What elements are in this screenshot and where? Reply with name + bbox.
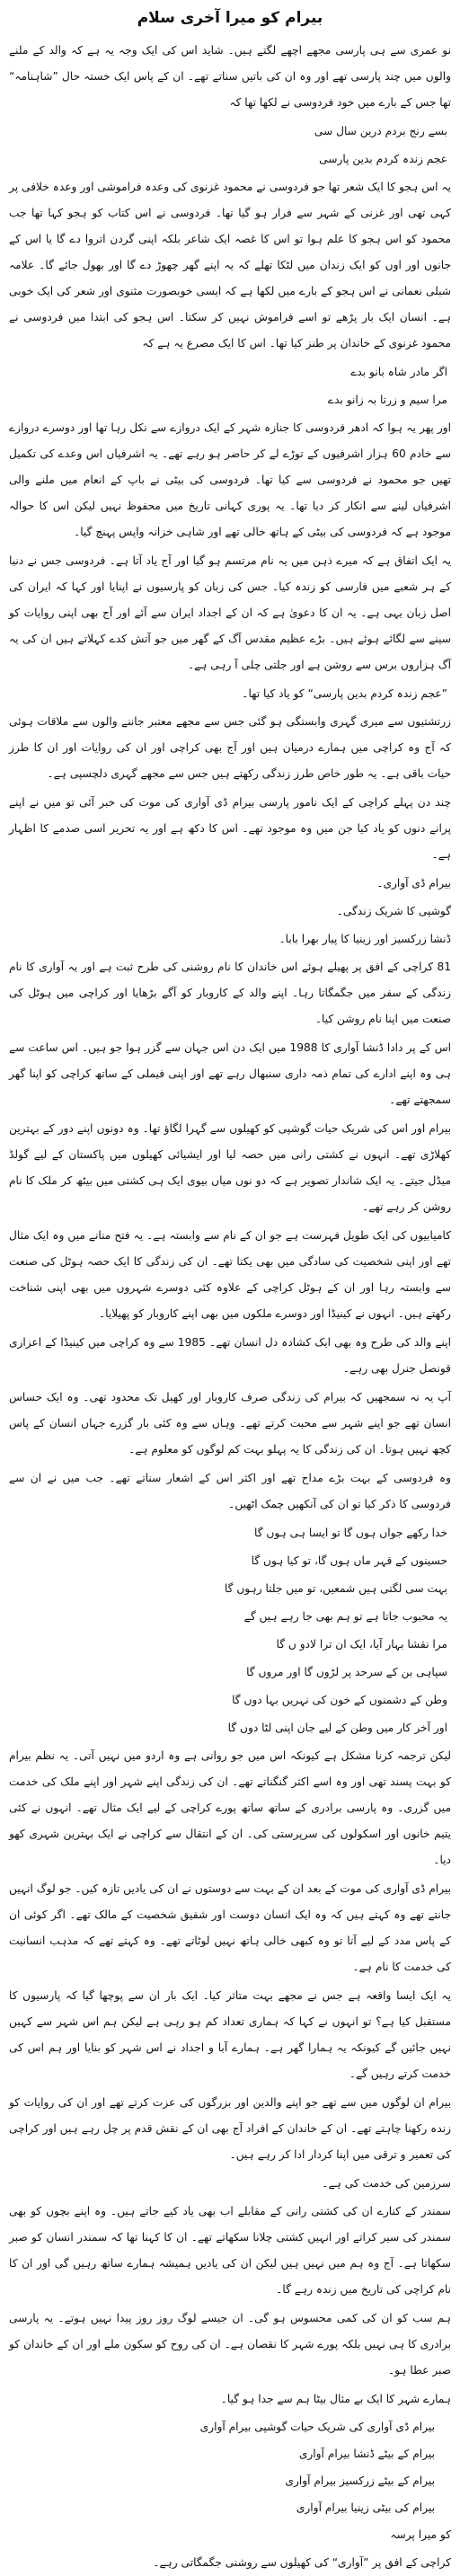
paragraph: اور پھر یہ ہوا کہ ادھر فردوسی کا جنازہ شہر کے ایک دروازے سے نکل رہا تھا اور دوسرے دروازے سے خادم 60 ہزار اشرفیوں کے توڑے لے کر حاضر ہو رہے تھے۔ یہ اشرفیاں اس وعدے کی تکمیل تھیں جو محمود نے فردوسی سے کیا تھا۔ فردوسی کی بیٹی نے باپ کے انعام میں ملنے والی اشرفیاں لینے سے انکار کر دیا تھا۔ یہ پوری کہانی تاریخ میں محفوظ نہیں لیکن اس کا حوالہ موجود ہے کہ فردوسی کی بیٹی کے ہاتھ خالی تھے اور شاہی خزانہ واپس پہنچ گیا۔ [9,421,451,538]
paragraph: آپ یہ نہ سمجھیں کہ بیرام کی زندگی صرف کاروبار اور کھیل تک محدود تھی۔ وہ ایک حساس انسان تھے جو اپنے شہر سے محبت کرتے تھے۔ وہاں سے وہ کئی بار گزرے جہاں انسان کے پاس کچھ نہیں ہوتا۔ ان کی زندگی کا یہ پہلو بہت کم لوگوں کو معلوم ہے۔ [9,1391,451,1456]
paragraph: بیرام ان لوگوں میں سے تھے جو اپنے والدین اور بزرگوں کی عزت کرتے تھے اور ان کی روایات کو زندہ رکھنا چاہتے تھے۔ ان کے خاندان کے افراد آج بھی ان کے نقش قدم پر چل رہے ہیں اور کراچی کی تعمیر و ترقی میں اپنا کردار ادا کر رہے ہیں۔ [9,2096,451,2161]
paragraph: کراچی کے افق پر ”آواری“ کی کھیلوں سے روشنی جگمگاتی رہے۔ [153,2556,451,2569]
paragraph: چند دن پہلے کراچی کے ایک نامور پارسی بیرام ڈی آواری کی موت کی خبر آئی تو میں نے اپنے پرانے دنوں کو یاد کیا جن میں وہ موجود تھے۔ اس کا دکھ ہے اور یہ تحریر اسی صدمے کا اظہار ہے۔ [9,796,451,861]
short-line: کو میرا پرسہ [390,2528,451,2541]
paragraph: بیرام ڈی آواری کی موت کے بعد ان کے بہت سے دوستوں نے ان کی یادیں تازہ کیں۔ جو لوگ انہیں جانتے تھے وہ کہتے ہیں کہ وہ ایک انسان دوست اور شفیق شخصیت کے مالک تھے۔ اگر کوئی ان کے پاس مدد کے لیے آتا تو وہ کبھی خالی ہاتھ نہیں لوٹاتے تھے۔ وہ کہتے تھے کہ مذہب انسانیت کی خدمت کا نام ہے۔ [9,1882,451,1973]
verse-line: خدا رکھے جواں ہوں گا تو ایسا ہی ہوں گا [254,1527,447,1539]
family-line: بیرام کے بیٹے ڈنشا بیرام آواری [298,2448,435,2460]
short-line: ہمارے شہر کا ایک بے مثال بیٹا ہم سے جدا ہو گیا۔ [220,2393,451,2405]
paragraph: وہ فردوسی کے بہت بڑے مداح تھے اور اکثر اس کے اشعار سناتے تھے۔ جب میں نے ان سے فردوسی کا ذکر کیا تو ان کی آنکھیں چمک اٹھیں۔ [9,1472,451,1510]
paragraph: بیرام اور اس کی شریک حیات گوشپی کو کھیلوں سے گہرا لگاؤ تھا۔ وہ دونوں اپنے دور کے بہترین کھلاڑی تھے۔ انہوں نے کشتی رانی میں حصہ لیا اور ایشیائی کھیلوں میں پاکستان کے لیے گولڈ میڈل جیتے۔ یہ ایک شاندار تصویر ہے کہ دو نوں میاں بیوی ایک ہی کشتی میں بیٹھ کر ملک کا نام روشن کر رہے تھے۔ [9,1122,451,1213]
verse-line: بسے رنج بردم درین سال سی [314,125,447,137]
family-line: بیرام کے بیٹے زرکسیز بیرام آواری [285,2474,435,2487]
paragraph: کامیابیوں کی ایک طویل فہرست ہے جو ان کے نام سے وابستہ ہے۔ یہ فتح منانے میں وہ ایک مثال تھے اور اپنی شخصیت کی سادگی میں بھی یکتا تھے۔ ان کی زندگی کا ایک حصہ ہوٹل کی صنعت سے وابستہ رہا اور ان کے ہوٹل کراچی کے علاوہ کئی دوسرے شہروں میں بھی اپنی شناخت رکھتے ہیں۔ انہوں نے کینیڈا اور دوسرے ملکوں میں بھی اپنے کاروبار کو پھیلایا۔ [9,1229,451,1320]
paragraph: لیکن ترجمہ کرنا مشکل ہے کیونکہ اس میں جو روانی ہے وہ اردو میں نہیں آتی۔ یہ نظم بیرام کو بہت پسند تھی اور وہ اسے اکثر گنگناتے تھے۔ ان کی زندگی اپنے شہر اور اپنے ملک کی خدمت میں گزری۔ وہ پارسی برادری کے ساتھ ساتھ پورے کراچی کے لیے ایک مثال تھے۔ انہوں نے کئی یتیم خانوں اور اسکولوں کی سرپرستی کی۔ ان کے انتقال سے کراچی نے ایک بہترین شہری کھو دیا۔ [9,1749,451,1866]
paragraph: اس کے پر دادا ڈنشا آواری کا 1988 میں ایک دن اس جہان سے گزر ہوا جو ہیں۔ اس ساعت سے ہی وہ اپنے ادارے کی تمام ذمہ داری سنبھال رہے تھے اور اپنی فیملی کے ساتھ کراچی کو اپنا گھر سمجھتے تھے۔ [9,1041,451,1106]
family-line: بیرام ڈی آواری کی شریک حیات گوشپی بیرام آواری [199,2421,435,2433]
short-line: ڈنشا زرکسیز اور زینیا کا پیار بھرا بابا۔ [279,933,451,945]
verse-line: سپاہی بن کے سرحد پر لڑوں گا اور مروں گا [246,1666,447,1678]
verse-line: اگر مادر شاہ بانو بدے [350,366,447,378]
family-line: بیرام کی بیٹی زینیا بیرام آواری [296,2501,435,2514]
short-line: سرزمین کی خدمت کی ہے۔ [322,2177,451,2190]
paragraph: یہ اس ہجو کا ایک شعر تھا جو فردوسی نے محمود غزنوی کی وعدہ فراموشی اور وعدہ خلافی پر کہی تھی اور غزنی کے شہر سے فرار ہو گیا تھا۔ فردوسی نے اس کتاب کو ہجو کہا تھا جب محمود کو اس ہجو کا علم ہوا تو اس کا غصہ ایک شاعر بلکہ اپنی گردن اتروا دے گا یا اس کے جانوں اور اوں کو ایک زندان میں لٹکا تھلے کہ یہ اپنے گھر چھوڑ دے گا اور بھول جائے گا۔ علامہ شبلی نعمانی نے اس ہجو کے بارے میں لکھا ہے کہ ایسی خوبصورت مثنوی اور شعر کی ایک خوبی ہے۔ انسان ایک بار پڑھے تو اسے فراموش نہیں کر سکتا۔ اس ہجو کی ابتدا میں فردوسی نے محمود غزنوی کے خاندان پر طنز کیا تھا۔ اس کا ایک مصرع یہ ہے کہ [9,181,451,350]
paragraph: 81 کراچی کے افق پر پھیلے ہوئے اس خاندان کا نام روشنی کی طرح ثبت ہے اور یہ آواری کا نام زندگی کے سفر میں جگمگاتا رہا۔ اپنے والد کے کاروبار کو آگے بڑھایا اور کراچی میں ہوٹل کی صنعت میں اپنا نام روشن کیا۔ [9,960,451,1025]
verse-line: حسینوں کے قہر ماں ہوں گا، تو کیا ہوں گا [251,1554,447,1567]
verse-line: اور آخر کار میں وطن کے لیے جان اپنی لٹا دوں گا [227,1722,447,1734]
paragraph: سمندر کے کنارے ان کی کشتی رانی کے مقابلے اب بھی یاد کیے جاتے ہیں۔ وہ اپنے بچوں کو بھی سمندر کی سیر کراتے اور انہیں کشتی چلانا سکھاتے تھے۔ ان کا کہنا تھا کہ سمندر انسان کو صبر سکھاتا ہے۔ آج وہ ہم میں نہیں ہیں لیکن ان کی یادیں ہمیشہ ہمارے ساتھ رہیں گی اور ان کا نام کراچی کی تاریخ میں زندہ رہے گا۔ [9,2205,451,2296]
verse-line: ”عجم زندہ کردم بدین پارسی“ کو یاد کیا تھا۔ [242,687,447,700]
paragraph: یہ ایک ایسا واقعہ ہے جس نے مجھے بہت متاثر کیا۔ ایک بار ان سے پوچھا گیا کہ پارسیوں کا مستقبل کیا ہے؟ تو انہوں نے کہا کہ ہماری تعداد کم ہو رہی ہے لیکن ہم اس شہر سے کہیں نہیں جائیں گے کیونکہ یہ ہمارا گھر ہے۔ ہمارے آبا و اجداد نے اس شہر کو بنایا اور ہم اس کی خدمت کرتے رہیں گے۔ [9,1989,451,2080]
paragraph: اپنے والد کی طرح وہ بھی ایک کشادہ دل انسان تھے۔ 1985 سے وہ کراچی میں کینیڈا کے اعزازی قونصل جنرل بھی رہے۔ [9,1336,451,1375]
paragraph: نو عمری سے ہی پارسی مجھے اچھے لگتے ہیں۔ شاید اس کی ایک وجہ یہ ہے کہ والد کے ملنے والوں میں چند پارسی تھے اور وہ ان کی باتیں سناتے تھے۔ ان کے پاس ایک خستہ حال ”شاہنامہ“ تھا جس کے بارے میں خود فردوسی نے لکھا تھا کہ [9,44,451,109]
verse-line: عجم زندہ کردم بدین پارسی [319,153,447,165]
verse-line: مرا نقشا بہار آیا، ایک ان ترا لادو ں گا [276,1638,447,1651]
paragraph: زرتشتیوں سے میری گہری وابستگی ہو گئی جس سے مجھے معتبر جاننے والوں سے ملاقات ہوئی کہ آج وہ کراچی میں ہمارے درمیان ہیں اور آج بھی کراچی اور ان کی روایات اور ان کا طرز حیات باقی ہے۔ یہ طور خاص طرز زندگی رکھتے ہیں جس سے مجھے گہری دلچسپی ہے۔ [9,715,451,780]
verse-line: وطن کے دشمنوں کے خون کی نہریں بہا دوں گا [232,1694,447,1706]
verse-line: مرا سیم و زرتا بہ زانو بدے [327,394,447,406]
short-line: گوشپی کا شریک زندگی۔ [336,905,451,917]
verse-line: بہت سی لگتی ہیں شمعیں، تو میں جلتا رہوں گا [224,1582,447,1595]
paragraph: ہم سب کو ان کی کمی محسوس ہو گی۔ ان جیسے لوگ روز روز پیدا نہیں ہوتے۔ یہ پارسی برادری کا ہی نہیں بلکہ پورے شہر کا نقصان ہے۔ ان کی روح کو سکون ملے اور ان کے خاندان کو صبر عطا ہو۔ [9,2312,451,2377]
short-line: بیرام ڈی آواری۔ [376,877,451,890]
verse-line: یہ محبوب جاتا ہے تو ہم بھی جا رہے ہیں گے [243,1610,447,1623]
paragraph: یہ ایک اتفاق ہے کہ میرے ذہن میں یہ نام مرتسم ہو گیا اور آج یاد آتا ہے۔ فردوسی جس نے دنیا کے ہر شعبے میں فارسی کو زندہ کیا۔ جس کی زبان کو پارسیوں نے اپنایا اور کہا کہ ایران کی اصل زبان یہی ہے۔ یہ ان کا دعویٰ ہے کہ ان کے اجداد ایران سے آئے اور آج بھی اپنی روایات کو سینے سے لگائے ہوئے ہیں۔ بڑے عظیم مقدس آگ کے گھر میں جو آتش کدے کہلاتے ہیں ان کی یہ آگ ہزاروں برس سے روشن ہے اور جلتی چلی آ رہی ہے۔ [9,554,451,671]
article-body [9,38,451,2576]
article-title: بیرام کو میرا آخری سلام [137,9,323,27]
